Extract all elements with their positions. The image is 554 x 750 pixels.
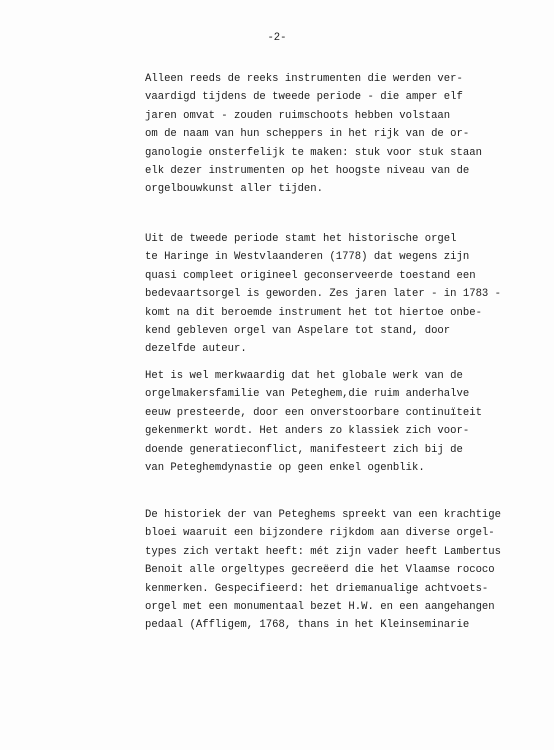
paragraph-3 bbox=[145, 367, 545, 477]
text-line: eeuw presteerde, door een onverstoorbare continuïteit bbox=[145, 406, 482, 419]
text-line: om de naam van hun scheppers in het rijk van de or- bbox=[145, 128, 470, 141]
text-line: quasi compleet origineel geconserveerde toestand een bbox=[145, 269, 476, 282]
text-line: te Haringe in Westvlaanderen (1778) dat wegens zijn bbox=[145, 251, 470, 264]
text-line: ganologie onsterfelijk te maken: stuk voor stuk staan bbox=[145, 146, 482, 159]
text-line: dezelfde auteur. bbox=[145, 343, 247, 356]
paragraph-4 bbox=[145, 506, 545, 635]
text-line: komt na dit beroemde instrument het tot hiertoe onbe- bbox=[145, 306, 482, 319]
text-line: van Peteghemdynastie op geen enkel ogenblik. bbox=[145, 461, 425, 474]
text-line: Benoit alle orgeltypes gecreëerd die het Vlaamse rococo bbox=[145, 564, 495, 577]
text-line: orgelmakersfamilie van Peteghem,die ruim anderhalve bbox=[145, 388, 470, 401]
text-line: pedaal (Affligem, 1768, thans in het Kleinseminarie bbox=[145, 619, 470, 632]
paragraph-2 bbox=[145, 230, 545, 359]
text-line: gekenmerkt wordt. Het anders zo klassiek zich voor- bbox=[145, 425, 470, 438]
text-line: doende generatieconflict, manifesteert zich bij de bbox=[145, 443, 463, 456]
text-line: bloei waaruit een bijzondere rijkdom aan diverse orgel- bbox=[145, 527, 495, 540]
page-number: -2- bbox=[267, 32, 287, 44]
text-line: bedevaartsorgel is geworden. Zes jaren later - in 1783 - bbox=[145, 288, 502, 301]
text-line: kenmerken. Gespecifieerd: het driemanualige achtvoets- bbox=[145, 582, 489, 595]
text-line: jaren omvat - zouden ruimschoots hebben volstaan bbox=[145, 109, 451, 122]
text-line: Alleen reeds de reeks instrumenten die werden ver- bbox=[145, 73, 463, 85]
text-line: Uit de tweede periode stamt het historische orgel bbox=[145, 233, 457, 245]
text-line: Het is wel merkwaardig dat het globale werk van de bbox=[145, 370, 463, 382]
text-line: types zich vertakt heeft: mét zijn vader heeft Lambertus bbox=[145, 545, 502, 558]
text-line: De historiek der van Peteghems spreekt van een krachtige bbox=[145, 509, 502, 521]
text-line: orgelbouwkunst aller tijden. bbox=[145, 183, 324, 196]
paragraph-1 bbox=[145, 70, 545, 199]
text-line: elk dezer instrumenten op het hoogste niveau van de bbox=[145, 164, 470, 177]
text-line: vaardigd tijdens de tweede periode - die amper elf bbox=[145, 91, 463, 104]
text-line: orgel met een monumentaal bezet H.W. en een aangehangen bbox=[145, 600, 495, 613]
text-line: kend gebleven orgel van Aspelare tot stand, door bbox=[145, 324, 451, 337]
